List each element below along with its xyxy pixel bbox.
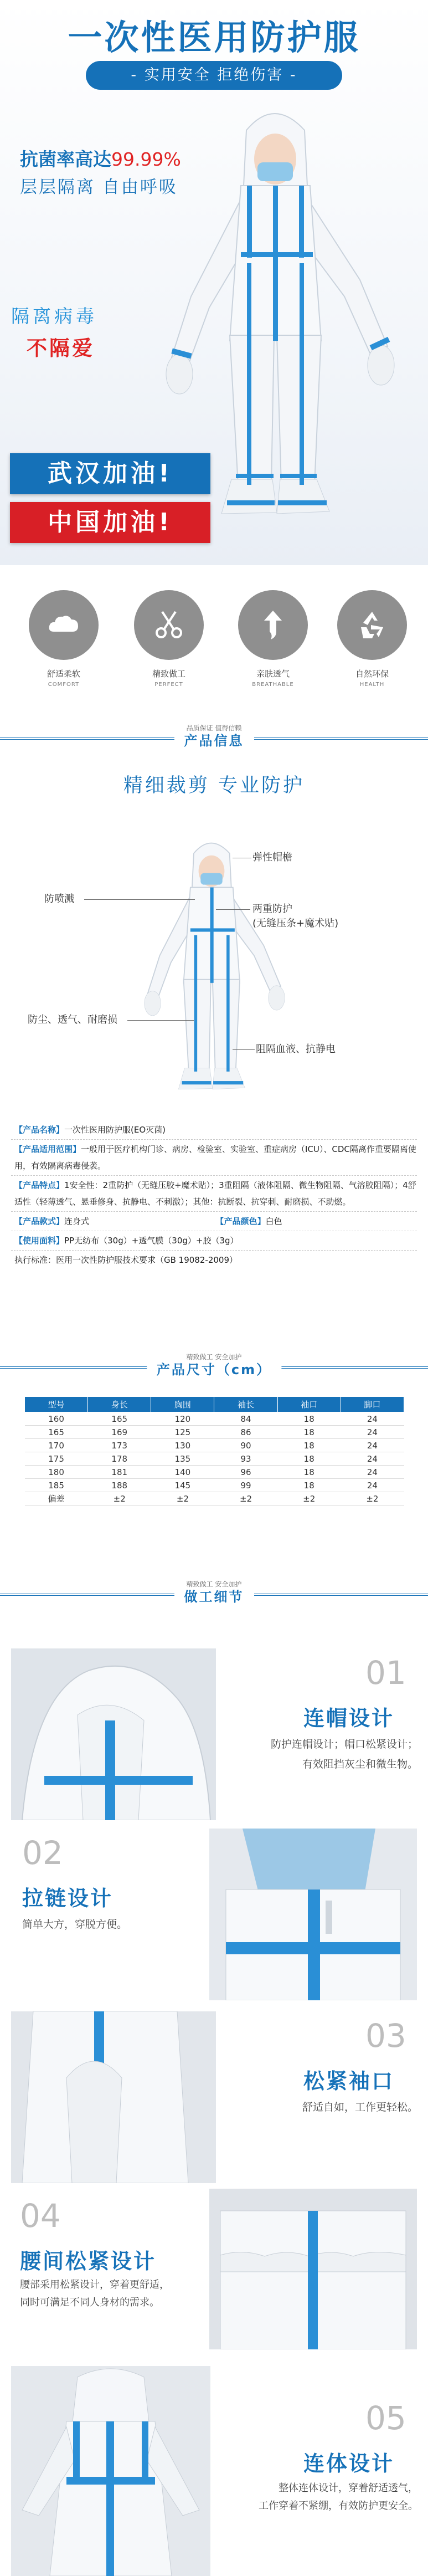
detail-description (260, 1734, 418, 1774)
table-cell: 188 (88, 1479, 151, 1492)
col-ankle: 脚口 (341, 1397, 404, 1412)
spec-row-style-color (11, 1212, 417, 1231)
feature-breathable (231, 590, 314, 688)
slogan-percentage: 99.99% (111, 148, 181, 170)
table-cell: 24 (341, 1479, 404, 1492)
table-cell: 130 (151, 1439, 214, 1452)
col-model: 型号 (25, 1397, 88, 1412)
section-subtitle: 精致做工 安全加护 (186, 1353, 242, 1361)
callout-line (216, 909, 250, 910)
section-header-size (0, 1352, 428, 1385)
table-cell: ±2 (214, 1492, 277, 1505)
section-header-info (0, 723, 428, 756)
banner-wuhan: 武汉加油! (10, 453, 210, 494)
table-cell: 170 (25, 1439, 88, 1452)
table-cell: 24 (341, 1426, 404, 1439)
detail-photo-waist (209, 2189, 417, 2349)
table-cell: 24 (341, 1466, 404, 1479)
feature-label-en: BREATHABLE (252, 682, 294, 688)
callout-hood: 弹性帽檐 (252, 852, 292, 863)
feature-comfort (22, 590, 105, 688)
feature-eco (331, 590, 414, 688)
callout-dust: 防尘、透气、耐磨损 (28, 1014, 117, 1026)
section-subtitle: 精致做工 安全加护 (186, 1580, 242, 1588)
spec-value: 白色 (265, 1216, 282, 1226)
section-subtitle: 品质保证 值得信赖 (186, 724, 242, 732)
table-cell: 18 (277, 1479, 341, 1492)
table-cell: 84 (214, 1412, 277, 1426)
feature-label: 精致做工 (152, 669, 185, 679)
feature-label: 舒适柔软 (47, 669, 80, 679)
table-row (25, 1452, 404, 1466)
table-cell: 160 (25, 1412, 88, 1426)
hero-slogan-isolation: 层层隔离 自由呼吸 (20, 177, 178, 197)
col-length: 身长 (88, 1397, 151, 1412)
feature-icons-row (0, 590, 428, 706)
callout-block: 阻隔血液、抗静电 (256, 1043, 336, 1055)
feature-workmanship (127, 590, 210, 688)
table-cell: 86 (214, 1426, 277, 1439)
table-row (25, 1479, 404, 1492)
spec-value: 一次性医用防护服(EO灭菌) (64, 1125, 166, 1135)
size-table (24, 1396, 404, 1505)
detail-number: 03 (365, 2017, 406, 2055)
spec-row-scope (11, 1140, 417, 1176)
callout-line (127, 1020, 194, 1021)
detail-desc-line: 简单大方，穿脱方便。 (22, 1918, 128, 1930)
detail-title: 腰间松紧设计 (20, 2249, 157, 2273)
table-cell: 135 (151, 1452, 214, 1466)
table-row (25, 1426, 404, 1439)
callout-double-line1: 两重防护 (252, 903, 292, 915)
feature-label-en: PERFECT (154, 682, 183, 688)
hero-tagline-pill: - 实用安全 拒绝伤害 - (86, 61, 342, 90)
callout-splash: 防喷溅 (44, 893, 74, 905)
product-info-heading: 精细裁剪 专业防护 (123, 775, 305, 797)
spec-value: 连身式 (64, 1216, 90, 1226)
callout-line (233, 1049, 255, 1050)
table-cell: 18 (277, 1412, 341, 1426)
detail-desc-line: 舒适自如，工作更轻松。 (302, 2101, 418, 2113)
table-cell: ±2 (277, 1492, 341, 1505)
detail-desc-line: 腰部采用松紧设计，穿着更舒适， (20, 2279, 169, 2291)
callout-double (252, 902, 338, 931)
table-row (25, 1492, 404, 1505)
table-cell: 120 (151, 1412, 214, 1426)
scissors-icon (134, 590, 204, 660)
recycle-icon (337, 590, 407, 660)
detail-photo-zipper (209, 1829, 417, 2000)
detail-desc-line: 防护连帽设计；帽口松紧设计； (270, 1738, 418, 1750)
detail-title: 拉链设计 (22, 1886, 114, 1911)
section-title: 产品信息 (174, 733, 254, 749)
spec-row-features (11, 1176, 417, 1212)
section-title: 做工细节 (174, 1589, 254, 1605)
section-header-detail (0, 1579, 428, 1612)
detail-title: 连体设计 (303, 2451, 395, 2476)
detail-photo-cuff (11, 2011, 216, 2183)
table-cell: 18 (277, 1466, 341, 1479)
detail-title: 松紧袖口 (303, 2069, 395, 2093)
table-cell: 偏差 (25, 1492, 88, 1505)
spec-label: 【使用面料】 (14, 1236, 65, 1246)
table-cell: 181 (88, 1466, 151, 1479)
hero-isolate-virus: 隔离病毒 (11, 305, 97, 327)
table-cell: 96 (214, 1466, 277, 1479)
detail-desc-line: 同时可满足不同人身材的需求。 (20, 2297, 159, 2308)
table-cell: 90 (214, 1439, 277, 1452)
table-cell: 180 (25, 1466, 88, 1479)
detail-number: 05 (365, 2399, 406, 2437)
detail-number: 04 (20, 2197, 61, 2235)
spec-value: 1安全性：2重防护（无缝压胶+魔术贴）；3重阻隔（液体阻隔、微生物阻隔、气溶胶阻隔）；4舒适性（轻薄透气、悬垂修身、抗静电、不刺激）；其他：抗断裂、抗穿刺、耐磨损、不助燃。 (14, 1180, 416, 1207)
slogan-prefix: 抗菌率高达 (20, 148, 111, 170)
table-cell: 24 (341, 1439, 404, 1452)
col-cuff: 袖口 (277, 1397, 341, 1412)
detail-description (20, 2276, 169, 2312)
feature-label: 亲肤透气 (256, 669, 290, 679)
cloud-icon (29, 590, 99, 660)
banner-china: 中国加油! (10, 502, 210, 543)
hero-slogan-antibacterial (20, 145, 181, 171)
hero-not-isolate-love: 不隔爱 (27, 336, 95, 360)
detail-title: 连帽设计 (303, 1706, 395, 1730)
spec-value: 一般用于医疗机构门诊、病房、检验室、实验室、重症病房（ICU）、CDC隔离作重要隔离使用，有效隔离病毒侵袭。 (14, 1144, 416, 1171)
breathe-arrow-icon (238, 590, 308, 660)
table-row (25, 1439, 404, 1452)
table-cell: ±2 (151, 1492, 214, 1505)
section-title: 产品尺寸（cm） (147, 1362, 281, 1377)
spec-label: 【产品款式】 (14, 1216, 65, 1226)
table-cell: 24 (341, 1452, 404, 1466)
detail-number: 01 (365, 1654, 406, 1692)
table-cell: 18 (277, 1452, 341, 1466)
table-row (25, 1412, 404, 1426)
spec-value: PP无纺布（30g）+透气膜（30g）+胶（3g） (64, 1236, 239, 1246)
callout-line (84, 899, 195, 900)
detail-number: 02 (22, 1834, 63, 1872)
table-cell: 93 (214, 1452, 277, 1466)
spec-row-name (11, 1120, 417, 1140)
table-cell: 175 (25, 1452, 88, 1466)
spec-label: 【产品名称】 (14, 1125, 65, 1135)
table-cell: 125 (151, 1426, 214, 1439)
spec-list (11, 1120, 417, 1269)
table-cell: 165 (25, 1426, 88, 1439)
feature-label-en: COMFORT (48, 682, 80, 688)
table-cell: ±2 (341, 1492, 404, 1505)
spec-label: 【产品颜色】 (215, 1216, 266, 1226)
feature-label: 自然环保 (355, 669, 389, 679)
spec-row-standard: 执行标准：医用一次性防护服技术要求（GB 19082-2009） (14, 1255, 238, 1265)
table-cell: 140 (151, 1466, 214, 1479)
table-cell: 178 (88, 1452, 151, 1466)
detail-description (22, 1914, 127, 1934)
detail-description (260, 2097, 418, 2117)
table-cell: 169 (88, 1426, 151, 1439)
table-cell: 173 (88, 1439, 151, 1452)
table-cell: 145 (151, 1479, 214, 1492)
callout-double-line2: (无缝压条+魔术贴) (252, 918, 339, 929)
table-cell: 185 (25, 1479, 88, 1492)
spec-label: 【产品适用范围】 (14, 1144, 81, 1154)
table-cell: 18 (277, 1439, 341, 1452)
hero-title: 一次性医用防护服 (68, 17, 360, 58)
table-row (25, 1466, 404, 1479)
detail-description (238, 2480, 418, 2515)
col-sleeve: 袖长 (214, 1397, 277, 1412)
table-cell: 165 (88, 1412, 151, 1426)
detail-desc-line: 有效阻挡灰尘和微生物。 (302, 1758, 418, 1770)
col-chest: 胸围 (151, 1397, 214, 1412)
detail-desc-line: 整体连体设计，穿着舒适透气， (279, 2482, 418, 2494)
table-cell: ±2 (88, 1492, 151, 1505)
table-cell: 99 (214, 1479, 277, 1492)
hero-section (0, 0, 428, 565)
detail-photo-hood (11, 1648, 216, 1820)
size-table-header (25, 1397, 404, 1412)
table-cell: 24 (341, 1412, 404, 1426)
spec-label: 【产品特点】 (14, 1180, 65, 1190)
detail-desc-line: 工作穿着不紧绷，有效防护更安全。 (259, 2500, 418, 2512)
table-cell: 18 (277, 1426, 341, 1439)
feature-label-en: HEALTH (359, 682, 385, 688)
spec-row-material (11, 1231, 417, 1251)
detail-photo-coverall (11, 2366, 210, 2576)
